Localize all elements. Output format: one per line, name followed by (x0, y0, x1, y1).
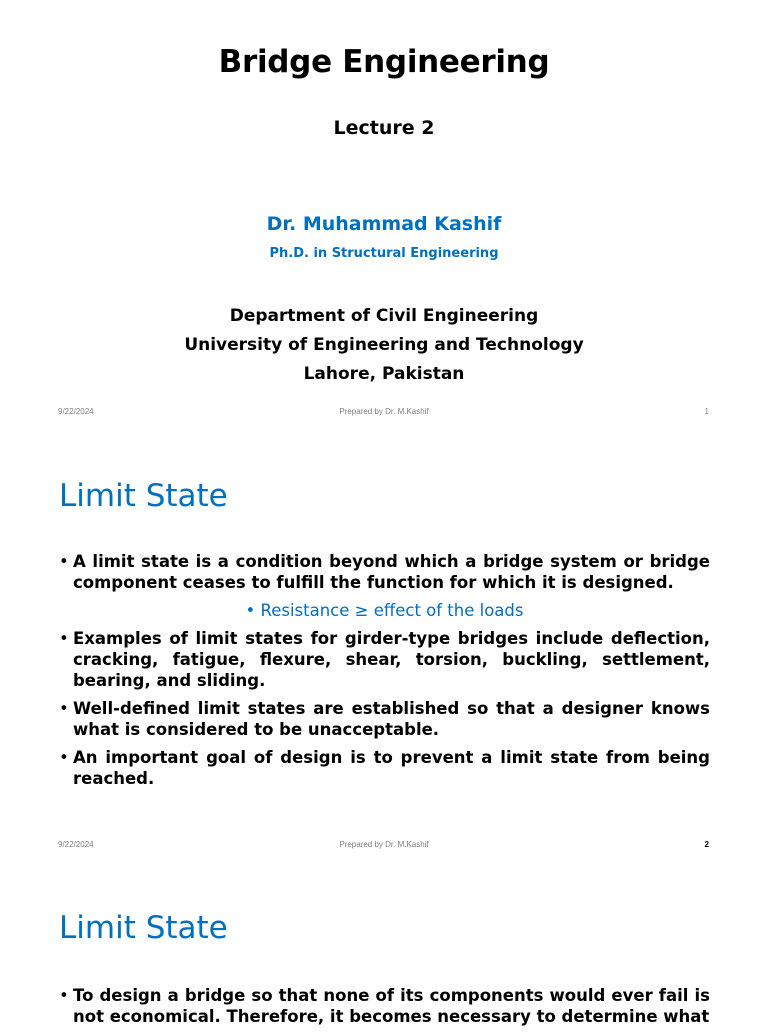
footer-page-number: 1 (704, 407, 709, 416)
bullet-item: • To design a bridge so that none of its components would ever fail is not economical. Therefore, it becomes necessary to determine what (59, 985, 710, 1027)
footer-prepared-by: Prepared by Dr. M.Kashif (339, 840, 429, 849)
author-name: Dr. Muhammad Kashif (266, 213, 502, 235)
footer-prepared-by: Prepared by Dr. M.Kashif (339, 407, 429, 416)
bullet-item: • Well-defined limit states are established so that a designer knows what is considered to be unacceptable. (59, 698, 710, 740)
footer-date: 9/22/2024 (58, 840, 94, 849)
highlight-text: • Resistance ≥ effect of the loads (245, 601, 523, 620)
bullet-item: • A limit state is a condition beyond which a bridge system or bridge component ceases to fulfill the function for which it is designed. (59, 551, 710, 593)
bullet-item: • An important goal of design is to prevent a limit state from being reached. (59, 747, 710, 789)
slide-title: Limit State (59, 478, 228, 514)
slide-title: Bridge Engineering (218, 44, 550, 80)
bullet-item: • Examples of limit states for girder-type bridges include deflection, cracking, fatigue, flexure, shear, torsion, buckling, settlement, bearing, and sliding. (59, 628, 710, 691)
location: Lahore, Pakistan (303, 364, 465, 384)
footer-date: 9/22/2024 (58, 407, 94, 416)
university: University of Engineering and Technology (184, 335, 584, 355)
lecture-subtitle: Lecture 2 (333, 117, 435, 139)
bullet-list (59, 985, 710, 1034)
slide-title: Limit State (59, 910, 228, 946)
footer-page-number: 2 (704, 840, 709, 849)
author-degree: Ph.D. in Structural Engineering (269, 246, 499, 261)
department: Department of Civil Engineering (229, 306, 539, 326)
